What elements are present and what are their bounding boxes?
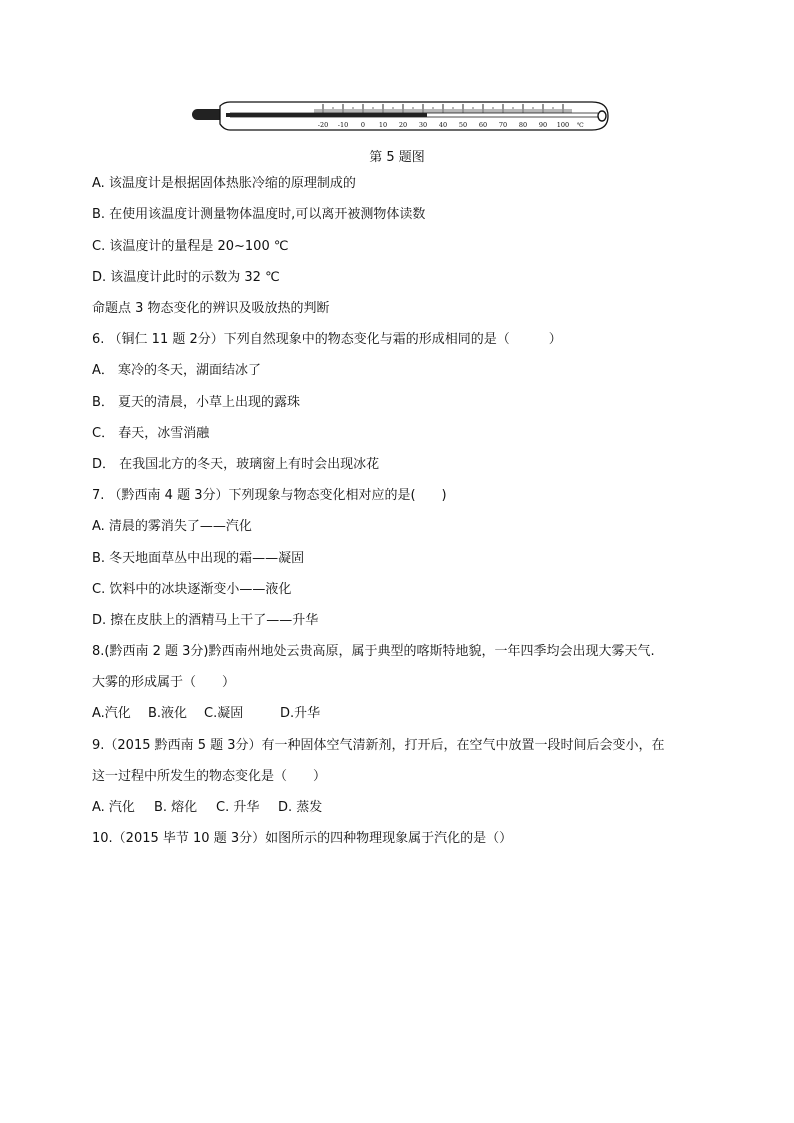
q5-option-d: D. 该温度计此时的示数为 32 ℃: [92, 270, 280, 285]
scale-label: -20: [317, 121, 329, 129]
section-heading: 命题点 3 物态变化的辨识及吸放热的判断: [92, 301, 330, 316]
q8-option-a: A.汽化: [92, 706, 131, 721]
q8-options: [92, 706, 320, 722]
q9-stem-line2: 这一过程中所发生的物态变化是（ ）: [92, 769, 327, 784]
q9-option-d: D. 蒸发: [278, 800, 323, 815]
scale-label: 10: [378, 121, 388, 129]
scale-label: 20: [398, 121, 408, 129]
scale-label: 40: [438, 121, 448, 129]
q5-option-b: B. 在使用该温度计测量物体温度时,可以离开被测物体读数: [92, 207, 426, 222]
q10-stem: 10.（2015 毕节 10 题 3分）如图所示的四种物理现象属于汽化的是（）: [92, 831, 513, 846]
q9-stem-line1: 9.（2015 黔西南 5 题 3分）有一种固体空气清新剂，打开后，在空气中放置一段时间后会变小，在: [92, 738, 665, 753]
end-ring: [598, 111, 606, 121]
figure-caption: 第 5 题图: [369, 150, 425, 165]
q5-option-c: C. 该温度计的量程是 20~100 ℃: [92, 239, 289, 254]
q7-option-a: A. 清晨的雾消失了——汽化: [92, 519, 252, 534]
q9-option-c: C. 升华: [216, 800, 260, 815]
q8-option-c: C.凝固: [204, 706, 244, 721]
scale-label: 60: [478, 121, 488, 129]
q6-stem: 6. （铜仁 11 题 2分）下列自然现象中的物态变化与霜的形成相同的是（ ）: [92, 332, 562, 347]
scale-label: -10: [337, 121, 349, 129]
q5-option-a: A. 该温度计是根据固体热胀冷缩的原理制成的: [92, 176, 356, 191]
q8-option-d: D.升华: [280, 706, 321, 721]
q7-option-b: B. 冬天地面草丛中出现的霜——凝固: [92, 551, 305, 566]
scale-unit: ℃: [577, 122, 584, 129]
q9-option-b: B. 熔化: [154, 800, 198, 815]
q6-option-a: A． 寒冷的冬天，湖面结冰了: [92, 363, 262, 378]
scale-label: 50: [458, 121, 468, 129]
q6-option-c: C． 春天，冰雪消融: [92, 426, 210, 441]
q7-stem: 7. （黔西南 4 题 3分）下列现象与物态变化相对应的是( ): [92, 488, 447, 503]
q9-options: [92, 800, 322, 816]
q6-option-d: D． 在我国北方的冬天，玻璃窗上有时会出现冰花: [92, 457, 380, 472]
scale-label: 100: [556, 121, 570, 129]
q8-stem-line2: 大雾的形成属于（ ）: [92, 675, 236, 690]
q8-option-b: B.液化: [148, 706, 188, 721]
q7-option-c: C. 饮料中的冰块逐渐变小——液化: [92, 582, 292, 597]
scale-label: 80: [518, 121, 528, 129]
q6-option-b: B． 夏天的清晨，小草上出现的露珠: [92, 395, 301, 410]
scale-label: 0: [360, 121, 366, 129]
liquid-column: [226, 113, 427, 117]
thermometer-figure: [190, 98, 614, 136]
q9-option-a: A. 汽化: [92, 800, 135, 815]
q8-stem-line1: 8.(黔西南 2 题 3分)黔西南州地处云贵高原，属于典型的喀斯特地貌，一年四季均会出现大雾天气.: [92, 644, 655, 659]
q7-option-d: D. 擦在皮肤上的酒精马上干了——升华: [92, 613, 319, 628]
scale-label: 70: [498, 121, 508, 129]
scale-label: 90: [538, 121, 548, 129]
scale-label: 30: [418, 121, 428, 129]
